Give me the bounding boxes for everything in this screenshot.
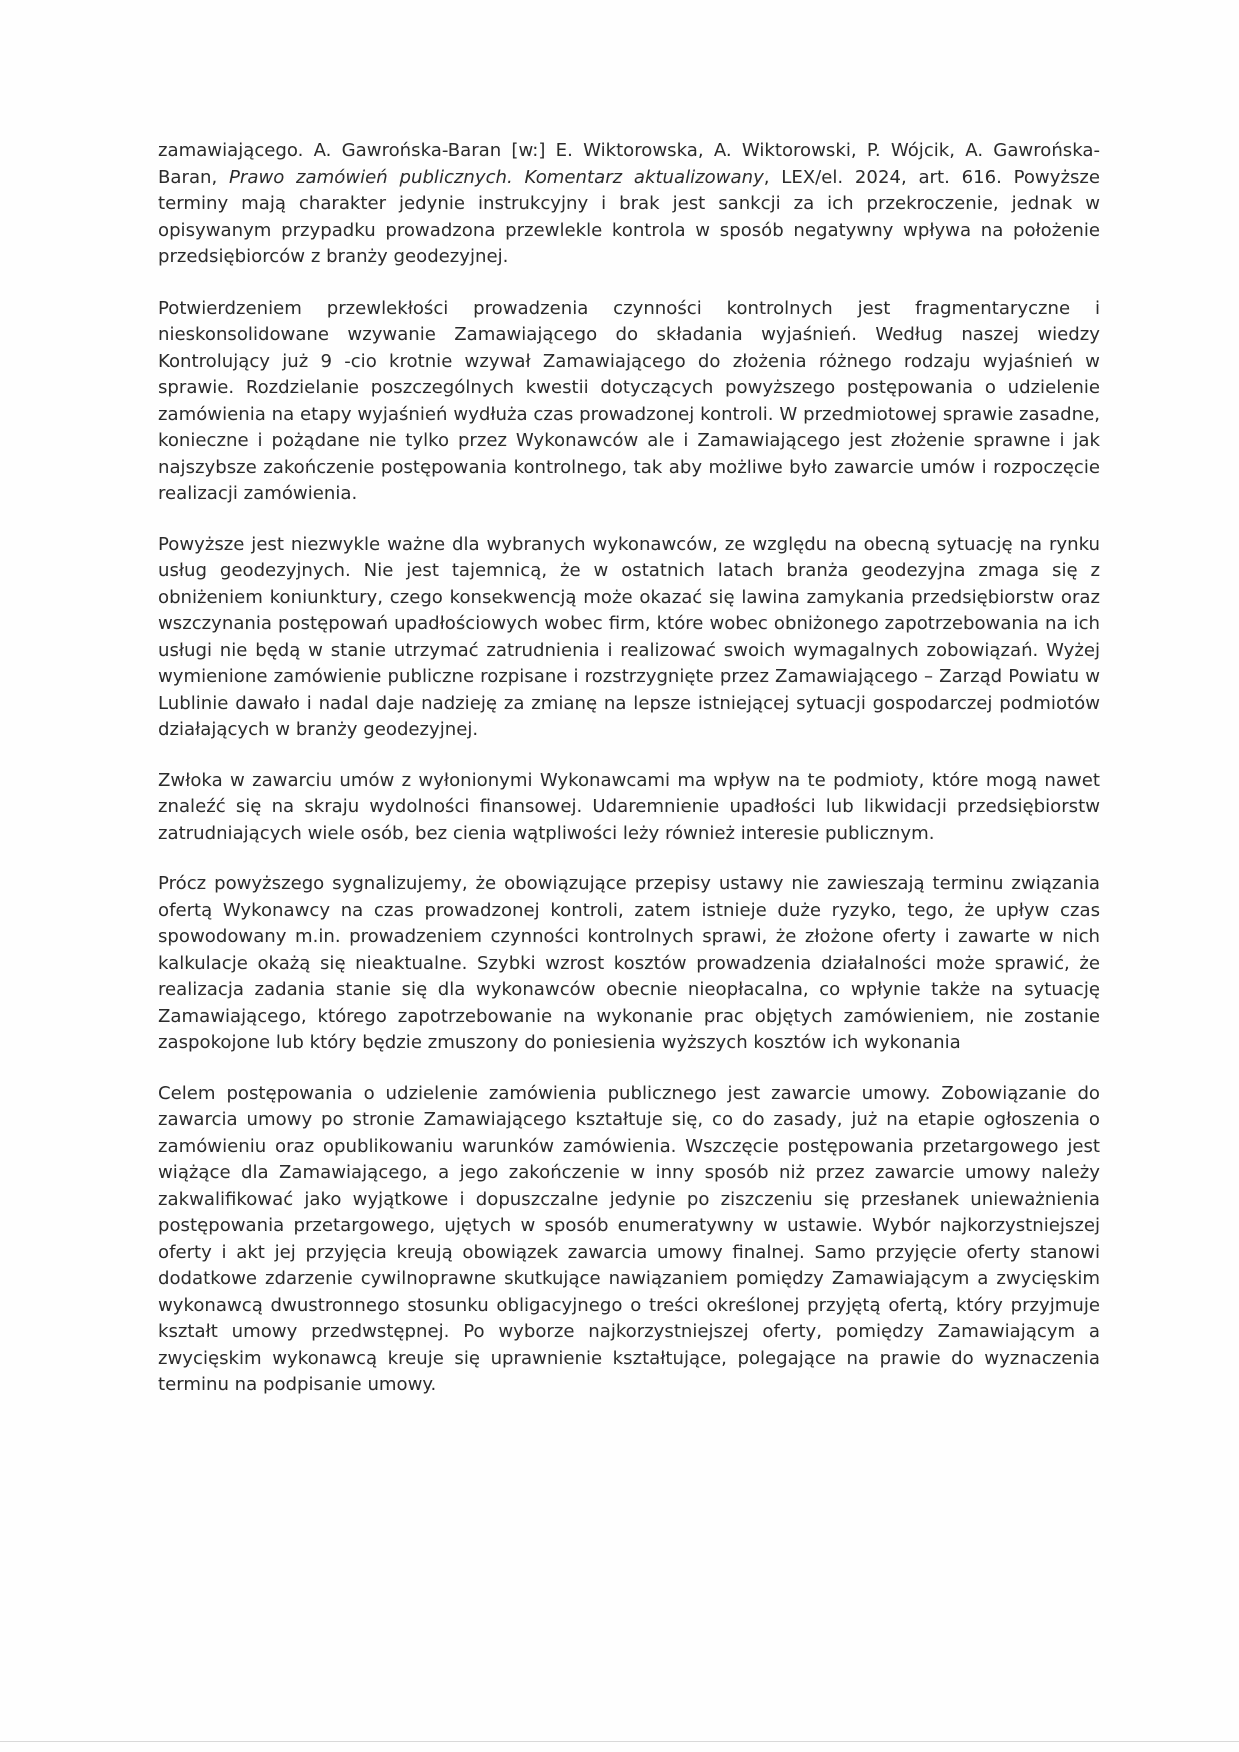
paragraph-6: Celem postępowania o udzielenie zamówienia publicznego jest zawarcie umowy. Zobowiązanie do zawarcia umowy po stronie Zamawiającego kształtuje się, co do zasady, już na etapie ogłoszenia o zamówieniu oraz opublikowaniu warunków zamówienia. Wszczęcie postępowania przetargowego jest wiążące dla Zamawiającego, a jego zakończenie w inny sposób niż przez zawarcie umowy należy zakwalifikować jako wyjątkowe i dopuszczalne jedynie po ziszczeniu się przesłanek unieważnienia postępowania przetargowego, ujętych w sposób enumeratywny w ustawie. Wybór najkorzystniejszej oferty i akt jej przyjęcia kreują obowiązek zawarcia umowy finalnej. Samo przyjęcie oferty stanowi dodatkowe zdarzenie cywilnoprawne skutkujące nawiązaniem pomiędzy Zamawiającym a zwycięskim wykonawcą dwustronnego stosunku obligacyjnego o treści określonej przyjętą ofertą, który przyjmuje kształt umowy przedwstępnej. Po wyborze najkorzystniejszej oferty, pomiędzy Zamawiającym a zwycięskim wykonawcą kreuje się uprawnienie kształtujące, polegające na prawie do wyznaczenia terminu na podpisanie umowy. [158,1082,1100,1395]
paragraph-1-text-start: zamawiającego. A. Gawrońska-Baran [w:] E. Wiktorowska, A. Wiktorowski, P. Wójcik, A. Gawrońska-Baran, [158,140,1100,188]
document-body [158,138,1100,1423]
paragraph-1 [158,138,1100,271]
scan-bottom-edge [0,1741,1239,1742]
paragraph-2: Potwierdzeniem przewlekłości prowadzenia czynności kontrolnych jest fragmentaryczne i nieskonsolidowane wzywanie Zamawiającego do składania wyjaśnień. Według naszej wiedzy Kontrolujący już 9 -cio krotnie wzywał Zamawiającego do złożenia różnego rodzaju wyjaśnień w sprawie. Rozdzielanie poszczególnych kwestii dotyczących powyższego postępowania o udzielenie zamówienia na etapy wyjaśnień wydłuża czas prowadzonej kontroli. W przedmiotowej sprawie zasadne, konieczne i pożądane nie tylko przez Wykonawców ale i Zamawiającego jest złożenie sprawne i jak najszybsze zakończenie postępowania kontrolnego, tak aby możliwe było zawarcie umów i rozpoczęcie realizacji zamówienia. [158,297,1100,504]
paragraph-4: Zwłoka w zawarciu umów z wyłonionymi Wykonawcami ma wpływ na te podmioty, które mogą nawet znaleźć się na skraju wydolności finansowej. Udaremnienie upadłości lub likwidacji przedsiębiorstw zatrudniających wiele osób, bez cienia wątpliwości leży również interesie publicznym. [158,769,1100,844]
paragraph-1-italic-title: Prawo zamówień publicznych. Komentarz aktualizowany [229,166,764,188]
paragraph-5: Prócz powyższego sygnalizujemy, że obowiązujące przepisy ustawy nie zawieszają terminu związania ofertą Wykonawcy na czas prowadzonej kontroli, zatem istnieje duże ryzyko, tego, że upływ czas spowodowany m.in. prowadzeniem czynności kontrolnych sprawi, że złożone oferty i zawarte w nich kalkulacje okażą się nieaktualne. Szybki wzrost kosztów prowadzenia działalności może sprawić, że realizacja zadania stanie się dla wykonawców obecnie nieopłacalna, co wpłynie także na sytuację Zamawiającego, którego zapotrzebowanie na wykonanie prac objętych zamówieniem, nie zostanie zaspokojone lub który będzie zmuszony do poniesienia wyższych kosztów ich wykonania [158,873,1100,1053]
paragraph-3: Powyższe jest niezwykle ważne dla wybranych wykonawców, ze względu na obecną sytuację na rynku usług geodezyjnych. Nie jest tajemnicą, że w ostatnich latach branża geodezyjna zmaga się z obniżeniem koniunktury, czego konsekwencją może okazać się lawina zamykania przedsiębiorstw oraz wszczynania postępowań upadłościowych wobec firm, które wobec obniżonego zapotrzebowania na ich usługi nie będą w stanie utrzymać zatrudnienia i realizować swoich wymagalnych zobowiązań. Wyżej wymienione zamówienie publiczne rozpisane i rozstrzygnięte przez Zamawiającego – Zarząd Powiatu w Lublinie dawało i nadal daje nadzieję za zmianę na lepsze istniejącej sytuacji gospodarczej podmiotów działających w branży geodezyjnej. [158,533,1100,740]
paragraph-1-text-end: , LEX/el. 2024, art. 616. Powyższe terminy mają charakter jedynie instrukcyjny i brak jest sankcji za ich przekroczenie, jednak w opisywanym przypadku prowadzona przewlekle kontrola w sposób negatywny wpływa na położenie przedsiębiorców z branży geodezyjnej. [158,166,1100,267]
